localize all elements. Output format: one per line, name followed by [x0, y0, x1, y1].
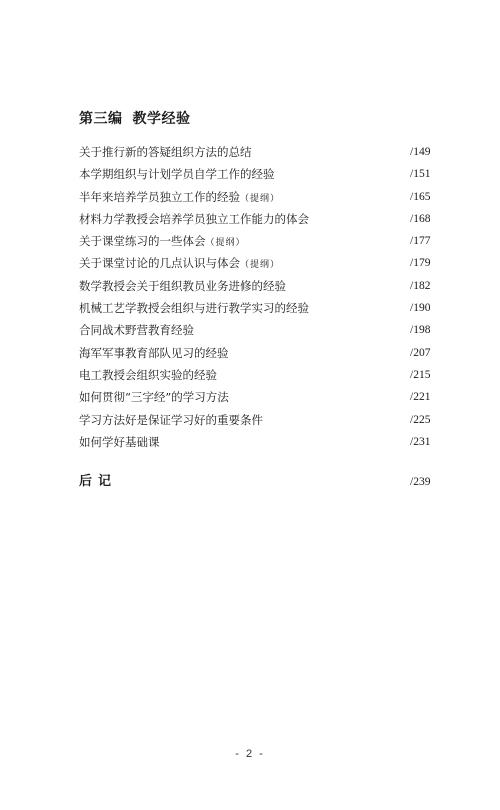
toc-entry-page: /151 [410, 168, 431, 181]
toc-entry-page: /190 [410, 302, 431, 315]
toc-entry[interactable] [79, 386, 431, 408]
afterword-page: /239 [410, 476, 431, 488]
toc-entry[interactable] [79, 297, 431, 319]
toc-entry-page: /177 [410, 235, 431, 248]
toc-entry-title: 半年来培养学员独立工作的经验（提纲） [79, 189, 281, 204]
toc-entry-title: 关于课堂讨论的几点认识与体会（提纲） [79, 256, 281, 271]
toc-entry-page: /231 [410, 435, 431, 448]
toc-entry-title: 关于推行新的答疑组织方法的总结 [79, 145, 252, 159]
toc-entry-page: /182 [410, 279, 431, 292]
afterword-title: 后记 [79, 474, 118, 489]
toc-entry-title: 机械工艺学教授会组织与进行教学实习的经验 [79, 301, 309, 316]
toc-entry[interactable] [79, 186, 431, 208]
toc-entry-title: 材料力学教授会培养学员独立工作能力的体会 [79, 211, 309, 226]
toc-entry-title: 如何学好基础课 [79, 434, 160, 449]
toc-entry-page: /215 [410, 368, 431, 381]
toc-entry[interactable] [79, 230, 431, 252]
toc-entry-page: /207 [410, 346, 431, 359]
toc-entry[interactable] [79, 252, 431, 274]
toc-entry[interactable] [79, 409, 431, 431]
toc-entry-page: /221 [410, 391, 431, 404]
toc-entry-note: （提纲） [205, 238, 246, 249]
toc-entry-title: 海军军事教育部队见习的经验 [79, 345, 229, 360]
toc-entry[interactable] [79, 163, 431, 185]
toc-entry-title: 数学教授会关于组织教员业务进修的经验 [79, 278, 286, 293]
toc-entry[interactable] [79, 208, 431, 230]
table-of-contents [79, 141, 431, 453]
section-name: 教学经验 [132, 111, 191, 127]
toc-entry-title: 电工教授会组织实验的经验 [79, 367, 217, 382]
toc-entry-note: （提纲） [240, 260, 281, 271]
afterword-entry[interactable] [79, 472, 431, 492]
toc-entry[interactable] [79, 319, 431, 341]
toc-entry-page: /168 [410, 212, 431, 225]
toc-entry[interactable] [79, 342, 431, 364]
toc-entry[interactable] [79, 431, 431, 453]
toc-entry-title: 合同战术野营教育经验 [79, 323, 194, 338]
toc-entry-page: /179 [410, 257, 431, 270]
toc-entry-note: （提纲） [240, 193, 281, 204]
toc-entry-page: /198 [410, 324, 431, 337]
toc-entry-page: /225 [410, 413, 431, 426]
toc-entry-page: /165 [410, 190, 431, 203]
toc-entry-title: 如何贯彻“三字经”的学习方法 [79, 390, 229, 405]
toc-entry-title: 本学期组织与计划学员自学工作的经验 [79, 167, 275, 182]
section-number: 第三编 [79, 111, 123, 127]
toc-entry[interactable] [79, 275, 431, 297]
toc-entry-title: 关于课堂练习的一些体会（提纲） [79, 234, 246, 249]
page-number: - 2 - [235, 748, 265, 760]
toc-entry-page: /149 [410, 146, 431, 158]
section-heading [79, 108, 191, 128]
toc-entry[interactable] [79, 364, 431, 386]
toc-entry[interactable] [79, 141, 431, 163]
toc-entry-title: 学习方法好是保证学习好的重要条件 [79, 412, 263, 427]
